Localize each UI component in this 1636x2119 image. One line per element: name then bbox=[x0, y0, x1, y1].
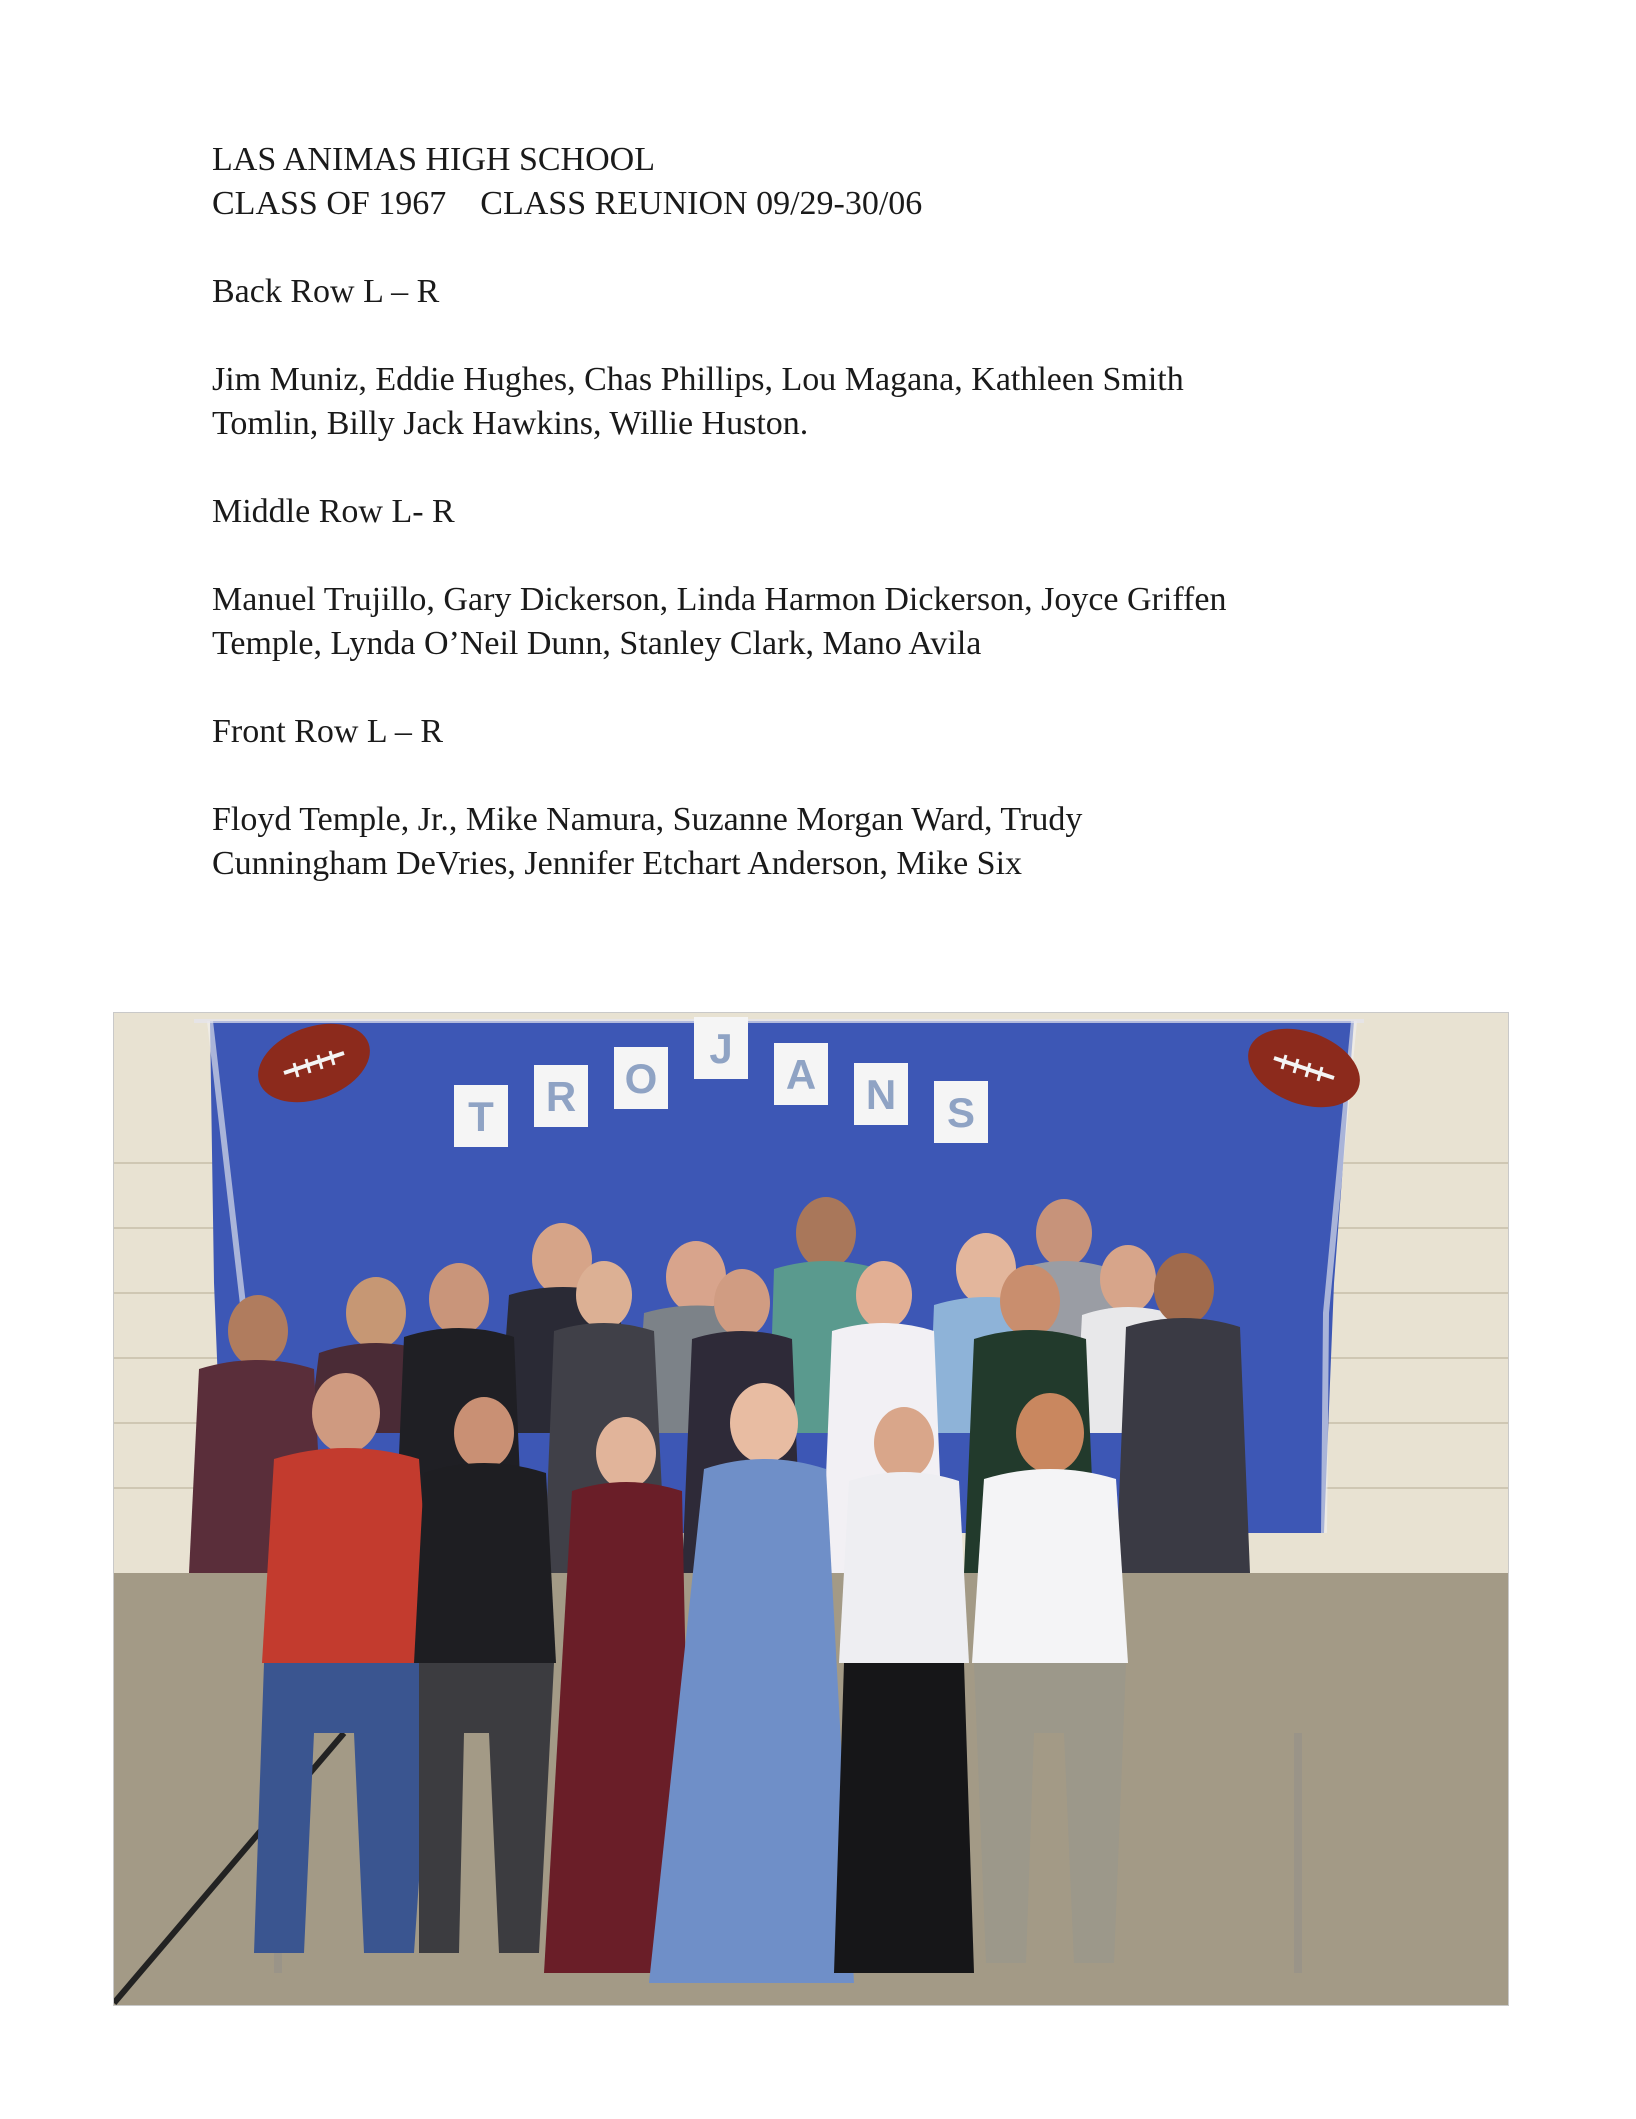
front-row-names-1: Floyd Temple, Jr., Mike Namura, Suzanne Morgan Ward, Trudy bbox=[212, 801, 1083, 838]
banner-letter-j bbox=[694, 1017, 748, 1079]
svg-text:S: S bbox=[946, 1089, 976, 1136]
svg-text:J: J bbox=[709, 1025, 733, 1072]
svg-text:O: O bbox=[624, 1055, 658, 1102]
svg-text:T: T bbox=[468, 1093, 494, 1140]
back-row-names-1: Jim Muniz, Eddie Hughes, Chas Phillips, Lou Magana, Kathleen Smith bbox=[212, 361, 1184, 398]
document-text bbox=[212, 138, 1442, 886]
back-row-heading: Back Row L – R bbox=[212, 273, 440, 310]
svg-text:N: N bbox=[865, 1071, 897, 1118]
svg-text:A: A bbox=[785, 1051, 817, 1098]
svg-text:R: R bbox=[545, 1073, 577, 1120]
front-row-heading: Front Row L – R bbox=[212, 713, 444, 750]
middle-row-heading: Middle Row L- R bbox=[212, 493, 455, 530]
back-row-names-2: Tomlin, Billy Jack Hawkins, Willie Huston. bbox=[212, 405, 809, 442]
middle-row-names-2: Temple, Lynda O’Neil Dunn, Stanley Clark, Mano Avila bbox=[212, 625, 982, 662]
banner-letter-a bbox=[774, 1043, 828, 1105]
banner-letter-o bbox=[614, 1047, 668, 1109]
school-title: LAS ANIMAS HIGH SCHOOL bbox=[212, 141, 655, 178]
middle-row-names-1: Manuel Trujillo, Gary Dickerson, Linda Harmon Dickerson, Joyce Griffen bbox=[212, 581, 1227, 618]
banner-letter-s bbox=[934, 1081, 988, 1143]
class-reunion-line: CLASS OF 1967 CLASS REUNION 09/29-30/06 bbox=[212, 185, 923, 222]
front-row-names-2: Cunningham DeVries, Jennifer Etchart Anderson, Mike Six bbox=[212, 845, 1023, 882]
banner-letter-r bbox=[534, 1065, 588, 1127]
banner-letter-t bbox=[454, 1085, 508, 1147]
banner-letter-n bbox=[854, 1063, 908, 1125]
class-reunion-photo bbox=[113, 1012, 1509, 2006]
